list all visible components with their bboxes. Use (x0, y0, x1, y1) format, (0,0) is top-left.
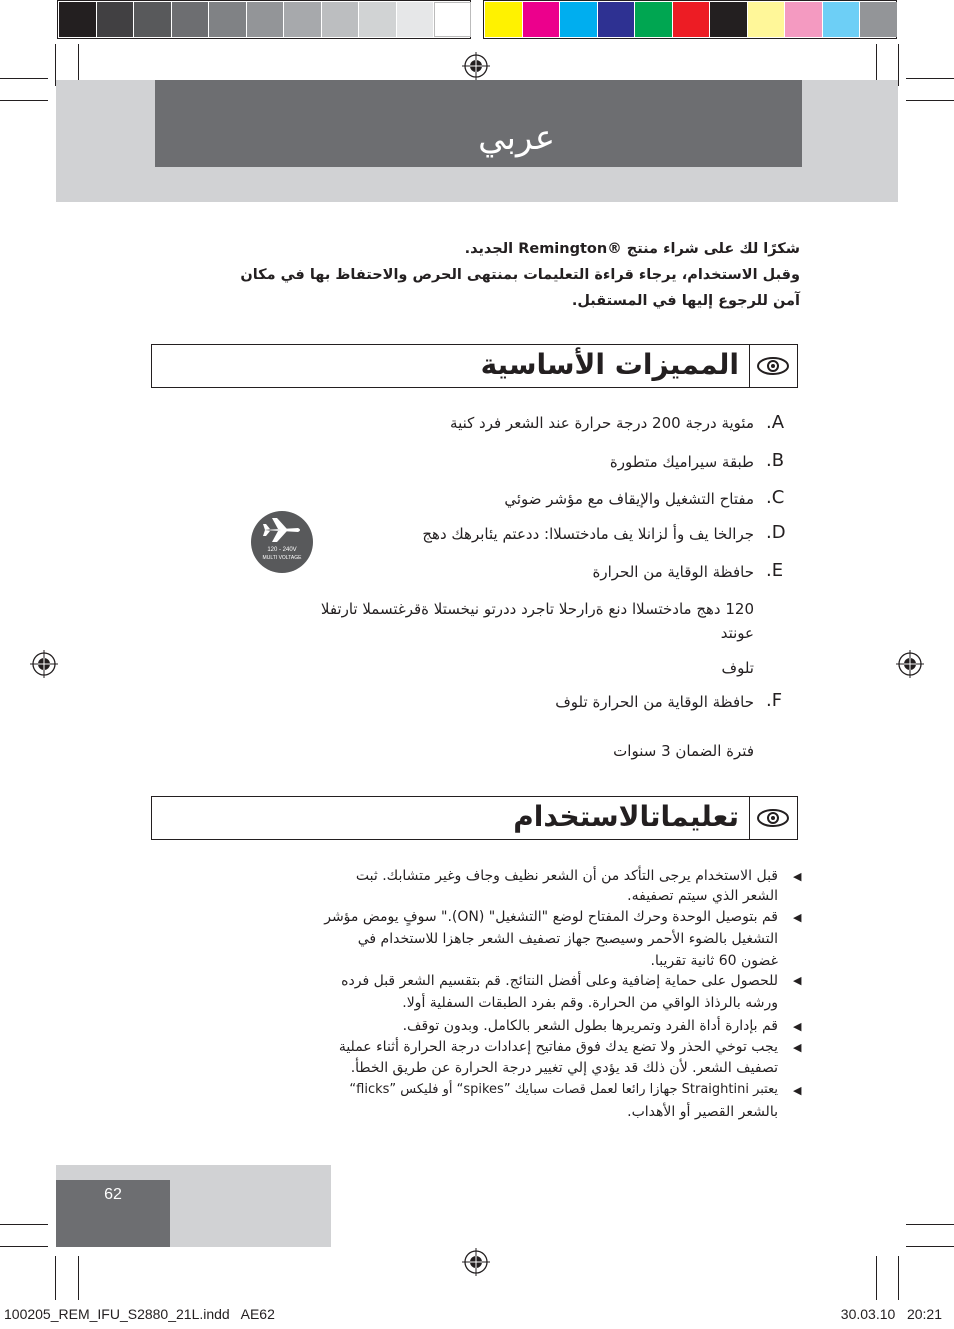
warranty-text: فترة الضمان 3 سنوات (613, 742, 754, 760)
section-icon-cell (749, 797, 797, 839)
registration-mark-icon (896, 650, 924, 678)
color-swatch (785, 2, 822, 37)
intro-line-2: وقبل الاستخدام، يرجاء قراءة التعليمات بمنتهى الحرص والاحتفاظ بها في مكان (240, 267, 800, 283)
feature-f-text: حافظة الوقاية من الحرارة تلوف (555, 693, 754, 711)
feature-d-letter: .D (766, 522, 786, 543)
feature-c-letter: .C (766, 487, 785, 508)
color-swatch (673, 2, 710, 37)
usage-3-line-2: ورشه بالرذاذ الواقي من الحرارة. وقم بفرد الطبقات السفلية أولا. (402, 995, 778, 1011)
color-swatch (247, 2, 284, 37)
section-features-title: المميزات الأساسية (480, 348, 739, 381)
color-swatch (359, 2, 396, 37)
eye-icon (756, 807, 790, 829)
airplane-icon (262, 517, 302, 543)
usage-6-line-2: بالشعر القصير أو الأهداب. (627, 1104, 778, 1120)
color-swatch (397, 2, 434, 37)
feature-f-letter: .F (766, 690, 783, 711)
feature-a-text: مئوية درجة 200 درجة حرارة عند الشعر فرد كنية (450, 414, 754, 432)
intro-line-1: شكرًا لك على شراء منتج ®Remington الجديد. (464, 241, 800, 257)
section-usage-title: تعليماتالاستخدام (513, 800, 739, 833)
usage-2-line-2: التشغيل بالضوء الأحمر وسيصبح جهاز تصفيف الشعر جاهزا للاستخدام في (357, 931, 778, 947)
voltage-line-3: تلوف (721, 659, 754, 677)
bullet-arrow-icon: ◀ (793, 1084, 802, 1097)
section-icon-cell (749, 345, 797, 387)
voltage-line-2: عونتد (720, 624, 754, 642)
feature-e-text: حافظة الوقاية من الحرارة (592, 563, 754, 581)
eye-icon (756, 355, 790, 377)
color-swatch (598, 2, 635, 37)
bullet-arrow-icon: ◀ (793, 870, 802, 883)
voltage-line-1: 120 دهج مادختسلاا دنع ةرارحلا تاجرد ددرتو نيخستلا ةقرغتسملا تارتفلا (320, 600, 754, 618)
color-swatch (523, 2, 560, 37)
color-swatch (322, 2, 359, 37)
badge-voltage: 120 - 240V (267, 547, 297, 553)
usage-5-line-2: تصفيف الشعر. لأن ذلك قد يؤدي إلي تغيير درجة الحرارة عن طريق الخطأ. (350, 1060, 778, 1076)
color-swatch (172, 2, 209, 37)
color-swatch (635, 2, 672, 37)
feature-e-letter: .E (766, 560, 784, 581)
registration-mark-icon (30, 650, 58, 678)
color-swatch (284, 2, 321, 37)
usage-1-line-2: الشعر الذي سيتم تصفيفه. (627, 888, 778, 904)
feature-b-letter: .B (766, 450, 785, 471)
section-features-header (151, 344, 798, 388)
usage-3-line-1: للحصول على حماية إضافية وعلى أفضل النتائج. قم بتقسيم الشعر قبل فرده (341, 973, 778, 989)
multi-voltage-badge (251, 511, 313, 573)
feature-a-letter: .A (766, 412, 785, 433)
color-swatch (434, 2, 471, 37)
usage-2-line-3: غضون 60 ثانية تقريبا. (650, 953, 778, 969)
color-swatch (748, 2, 785, 37)
bullet-arrow-icon: ◀ (793, 911, 802, 924)
color-swatch (860, 2, 897, 37)
feature-b-text: طبقة سيراميك متطورة (609, 453, 754, 471)
color-swatch (710, 2, 747, 37)
feature-d-text: جرالخا يف وأ لزانلا يف مادختسلاا: ددعتم يئابرهك دهج (422, 525, 754, 543)
color-swatch (485, 2, 522, 37)
bullet-arrow-icon: ◀ (793, 1020, 802, 1033)
page-number: 62 (104, 1186, 122, 1203)
bullet-arrow-icon: ◀ (793, 1041, 802, 1054)
bullet-arrow-icon: ◀ (793, 974, 802, 987)
usage-2-line-1: قم بتوصيل الوحدة وحرك المفتاح لوضع "التشغيل" (ON)." سوفٍ يومض مؤشر (324, 909, 778, 925)
color-swatch (134, 2, 171, 37)
usage-5-line-1: يجب توخي الحذر ولا تضع يدك فوق مفاتيح إعدادات درجة الحرارة أثناء عملية (338, 1039, 778, 1055)
color-swatch (560, 2, 597, 37)
registration-mark-icon (462, 1248, 490, 1276)
badge-label: MULTI VOLTAGE (262, 555, 302, 561)
color-swatch (59, 2, 96, 37)
feature-c-text: مفتاح التشغيل والإيقاف مع مؤشر ضوئي (504, 490, 754, 508)
color-swatch (209, 2, 246, 37)
footer-file-name: 100205_REM_IFU_S2880_21L.indd AE62 (4, 1306, 275, 1322)
color-swatch (823, 2, 860, 37)
usage-6-line-1: يعتبر Straightini جهازا رائعا لعمل قصات سبايك ”spikes“ أو فليكس ”flicks“ (349, 1082, 778, 1097)
intro-line-3: آمن للرجوع إليها في المستقبل. (571, 293, 800, 309)
footer-date: 30.03.10 20:21 (840, 1306, 942, 1322)
page-title: عربي (478, 118, 555, 158)
color-swatch (97, 2, 134, 37)
section-usage-header (151, 796, 798, 840)
registration-mark-icon (462, 52, 490, 80)
usage-1-line-1: قبل الاستخدام يرجى التأكد من أن الشعر نظيف وجاف وغير متشابك. ثبت (355, 868, 778, 884)
usage-4-line-1: قم بإدارة أداة الفرد وتمريرها بطول الشعر بالكامل. وبدون توقف. (402, 1018, 778, 1034)
